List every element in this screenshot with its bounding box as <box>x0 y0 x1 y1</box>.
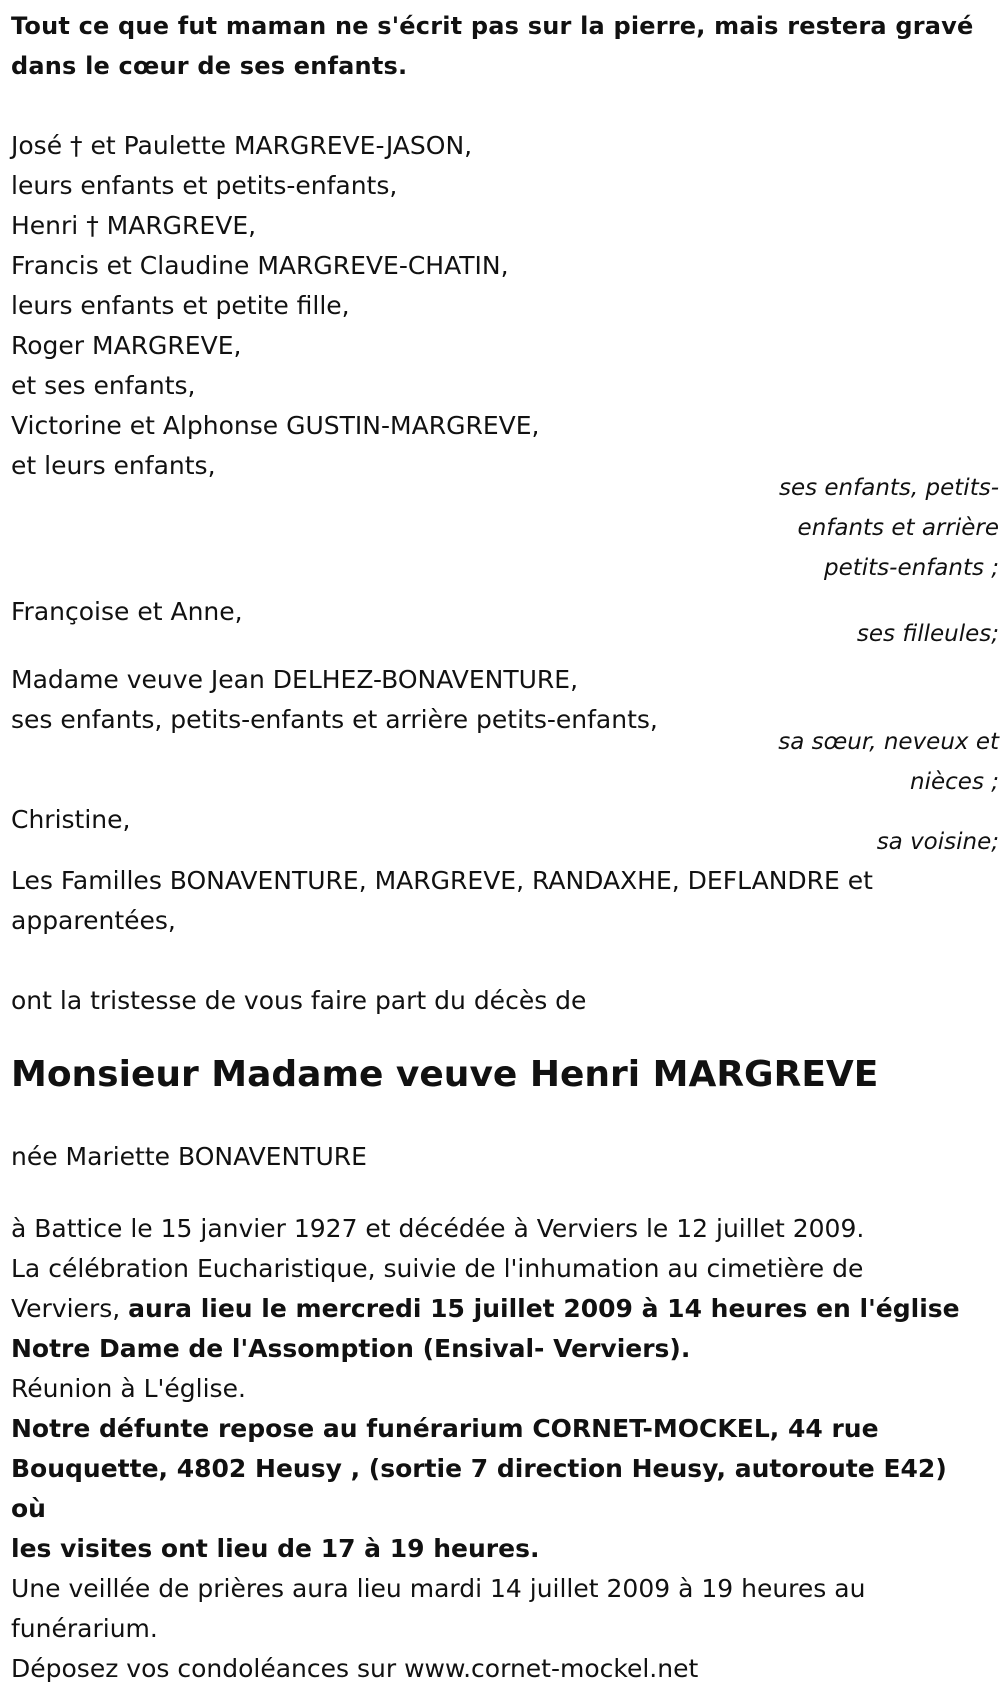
family-line: leurs enfants et petite fille, <box>11 291 350 320</box>
deceased-name: Monsieur Madame veuve Henri MARGREVE <box>11 1054 879 1095</box>
meeting-line: Réunion à L'église. <box>11 1374 246 1403</box>
birth-death: à Battice le 15 janvier 1927 et décédée à Verviers le 12 juillet 2009. <box>11 1214 865 1243</box>
quote-line-1: Tout ce que fut maman ne s'écrit pas sur la pierre, mais restera gravé <box>11 12 974 40</box>
announcement: ont la tristesse de vous faire part du décès de <box>11 986 587 1015</box>
family-line: José † et Paulette MARGREVE-JASON, <box>11 131 473 160</box>
role-godchildren: ses filleules; <box>856 621 999 647</box>
ceremony-plain: Verviers, <box>11 1294 129 1323</box>
sister-line: ses enfants, petits-enfants et arrière petits-enfants, <box>11 705 658 734</box>
family-line: Henri † MARGREVE, <box>11 211 257 240</box>
family-line: et ses enfants, <box>11 371 196 400</box>
spacer <box>11 1101 999 1137</box>
role-neighbor: sa voisine; <box>876 829 999 855</box>
role-sister-line: sa sœur, neveux et <box>778 729 999 755</box>
family-line: Francis et Claudine MARGREVE-CHATIN, <box>11 251 509 280</box>
family-line: Victorine et Alphonse GUSTIN-MARGREVE, <box>11 411 540 440</box>
funeral-home-line: les visites ont lieu de 17 à 19 heures. <box>11 1534 540 1563</box>
family-line: Roger MARGREVE, <box>11 331 242 360</box>
role-children-line: ses enfants, petits- <box>778 475 999 501</box>
vigil-line: Une veillée de prières aura lieu mardi 14 juillet 2009 à 19 heures au <box>11 1574 866 1603</box>
born-name: née Mariette BONAVENTURE <box>11 1142 367 1171</box>
spacer <box>11 1177 999 1209</box>
godchildren-line: Françoise et Anne, <box>11 597 243 626</box>
sister-line: Madame veuve Jean DELHEZ-BONAVENTURE, <box>11 665 579 694</box>
funeral-home-line: Bouquette, 4802 Heusy , (sortie 7 direction Heusy, autoroute E42) où <box>11 1454 947 1523</box>
role-sister-line: nièces ; <box>910 769 999 795</box>
spacer <box>11 1021 999 1049</box>
funeral-home-line: Notre défunte repose au funérarium CORNET-MOCKEL, 44 rue <box>11 1414 879 1443</box>
vigil-line: funérarium. <box>11 1614 158 1643</box>
families-line: Les Familles BONAVENTURE, MARGREVE, RANDAXHE, DEFLANDRE et <box>11 866 873 895</box>
spacer <box>11 941 999 981</box>
quote-line-2: dans le cœur de ses enfants. <box>11 52 408 80</box>
ceremony-bold: aura lieu le mercredi 15 juillet 2009 à 14 heures en l'église <box>128 1294 960 1323</box>
role-children-line: enfants et arrière <box>797 515 999 541</box>
family-line: leurs enfants et petits-enfants, <box>11 171 398 200</box>
neighbor-line: Christine, <box>11 805 131 834</box>
condolences-line: Déposez vos condoléances sur www.cornet-mockel.net <box>11 1654 699 1683</box>
role-children <box>11 468 999 588</box>
ceremony-line: La célébration Eucharistique, suivie de l'inhumation au cimetière de <box>11 1254 864 1283</box>
spacer <box>11 86 999 126</box>
obituary-content <box>11 0 999 1689</box>
families-line: apparentées, <box>11 906 176 935</box>
ceremony-church: Notre Dame de l'Assomption (Ensival- Verviers). <box>11 1334 691 1363</box>
family-list <box>11 126 999 486</box>
family-line: et leurs enfants, <box>11 451 216 480</box>
details-block <box>11 1209 971 1689</box>
role-children-line: petits-enfants ; <box>823 555 999 581</box>
ceremony-line <box>11 1289 971 1329</box>
